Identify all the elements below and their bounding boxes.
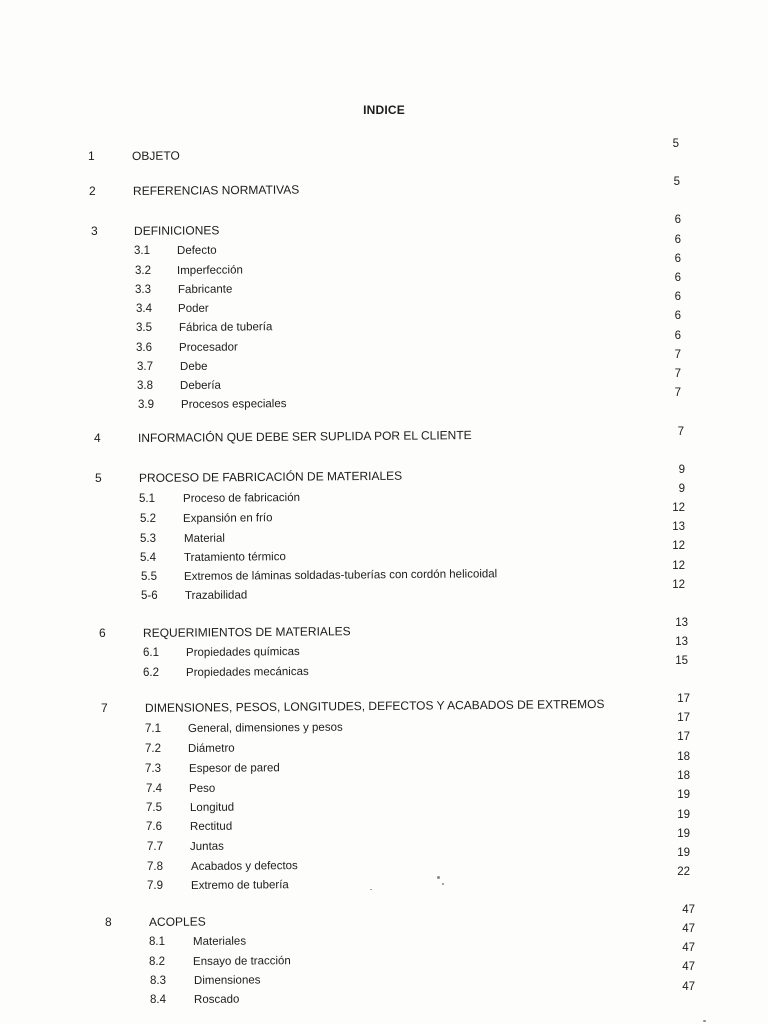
subsection-number: 3.8 <box>137 380 153 392</box>
subsection-title: Fabricante <box>177 283 233 296</box>
page-number: 6 <box>674 330 681 342</box>
subsection-number: 3.1 <box>134 245 150 257</box>
page-number: 12 <box>672 560 685 572</box>
page-number: 47 <box>682 942 695 954</box>
scan-speck <box>442 883 444 885</box>
page-number: 9 <box>678 464 685 476</box>
subsection-number: 5.1 <box>139 493 155 505</box>
subsection-title: Material <box>183 532 225 545</box>
page-number: 5 <box>672 138 679 150</box>
subsection-number: 5-6 <box>141 590 158 602</box>
section-title: DIMENSIONES, PESOS, LONGITUDES, DEFECTOS Y ACABADOS DE EXTREMOS <box>144 696 605 715</box>
section-number: 2 <box>89 184 96 198</box>
section-title: ACOPLES <box>148 914 206 929</box>
subsection-number: 5.2 <box>140 513 156 525</box>
section-number: 5 <box>95 471 102 485</box>
subsection-title: Debería <box>179 379 221 392</box>
section-title: INFORMACIÓN QUE DEBE SER SUPLIDA POR EL CLIENTE <box>137 428 472 445</box>
page-number: 6 <box>674 291 681 303</box>
section-title: DEFINICIONES <box>133 223 220 238</box>
page-number: 22 <box>677 866 690 878</box>
subsection-number: 6.2 <box>143 667 159 679</box>
section-number: 7 <box>101 701 108 715</box>
page-number: 6 <box>674 234 681 246</box>
subsection-number: 8.3 <box>150 975 166 987</box>
subsection-number: 7.3 <box>145 763 161 775</box>
subsection-title: Espesor de pared <box>188 762 280 775</box>
subsection-title: Poder <box>177 302 209 315</box>
subsection-title: Imperfección <box>176 264 243 277</box>
subsection-title: Extremos de láminas soldadas-tuberías con cordón helicoidal <box>183 568 498 583</box>
scan-speck <box>703 1020 706 1022</box>
subsection-number: 3.2 <box>135 265 151 277</box>
page-number: 19 <box>677 789 690 801</box>
page-number: 17 <box>677 712 690 724</box>
scan-speck <box>370 889 372 890</box>
section-title: PROCESO DE FABRICACIÓN DE MATERIALES <box>138 468 403 485</box>
subsection-title: Procesador <box>178 341 238 354</box>
subsection-number: 7.4 <box>146 783 162 795</box>
subsection-title: Materiales <box>192 935 247 948</box>
page-number: 18 <box>677 751 690 763</box>
page-number: 13 <box>675 636 688 648</box>
subsection-title: Defecto <box>176 244 217 257</box>
page-number: 12 <box>672 540 685 552</box>
page-number: 6 <box>674 253 681 265</box>
page-number: 47 <box>682 923 695 935</box>
subsection-title: Propiedades mecánicas <box>185 665 309 679</box>
page-number: 19 <box>677 809 690 821</box>
subsection-number: 7.1 <box>145 723 161 735</box>
subsection-title: Expansión en frío <box>182 512 273 525</box>
subsection-number: 3.4 <box>136 303 152 315</box>
subsection-number: 7.8 <box>147 861 163 873</box>
subsection-title: Peso <box>188 782 216 795</box>
subsection-title: Extremo de tubería <box>190 879 289 892</box>
subsection-title: Procesos especiales <box>180 398 287 411</box>
page-number: 19 <box>677 847 690 859</box>
page-number: 47 <box>682 904 695 916</box>
page-number: 5 <box>673 176 680 188</box>
page-number: 19 <box>677 828 690 840</box>
subsection-number: 3.7 <box>137 361 153 373</box>
subsection-number: 3.6 <box>136 342 152 354</box>
page-number: 12 <box>672 502 685 514</box>
subsection-title: Longitud <box>189 801 235 814</box>
section-number: 1 <box>88 149 95 163</box>
subsection-title: Fábrica de tubería <box>178 321 273 334</box>
subsection-title: Trazabilidad <box>184 589 248 602</box>
section-title: REQUERIMIENTOS DE MATERIALES <box>142 624 351 640</box>
subsection-number: 3.5 <box>136 322 152 334</box>
subsection-title: Juntas <box>189 840 224 853</box>
page-number: 7 <box>677 426 684 438</box>
page-number: 17 <box>677 731 690 743</box>
subsection-number: 7.2 <box>145 743 161 755</box>
subsection-title: General, dimensiones y pesos <box>187 721 343 735</box>
subsection-number: 8.4 <box>150 994 166 1006</box>
subsection-number: 3.9 <box>138 399 154 411</box>
page-title: INDICE <box>363 103 405 117</box>
page-number: 47 <box>682 981 695 993</box>
page-number: 7 <box>674 368 681 380</box>
page-number: 7 <box>674 349 681 361</box>
subsection-number: 7.6 <box>146 821 162 833</box>
section-title: OBJETO <box>131 148 180 163</box>
subsection-title: Tratamiento térmico <box>183 551 286 564</box>
subsection-title: Proceso de fabricación <box>182 491 301 505</box>
section-number: 4 <box>94 431 101 445</box>
subsection-title: Debe <box>179 360 208 373</box>
subsection-number: 8.2 <box>149 956 165 968</box>
section-title: REFERENCIAS NORMATIVAS <box>132 182 300 198</box>
subsection-number: 3.3 <box>135 284 151 296</box>
scan-speck <box>437 876 440 879</box>
page-number: 17 <box>677 693 690 705</box>
subsection-number: 5.3 <box>140 533 156 545</box>
page-number: 6 <box>674 214 681 226</box>
page-number: 9 <box>678 483 685 495</box>
section-number: 3 <box>91 224 98 238</box>
page-number: 6 <box>674 272 681 284</box>
subsection-number: 7.7 <box>147 841 163 853</box>
subsection-number: 6.1 <box>143 647 159 659</box>
subsection-title: Propiedades químicas <box>185 646 300 659</box>
subsection-title: Acabados y defectos <box>190 860 298 873</box>
subsection-title: Diámetro <box>187 742 235 755</box>
subsection-number: 5.4 <box>140 552 156 564</box>
subsection-title: Rectitud <box>189 820 233 833</box>
subsection-number: 5.5 <box>141 571 157 583</box>
page-number: 13 <box>672 521 685 533</box>
subsection-title: Dimensiones <box>193 974 261 987</box>
page-number: 13 <box>675 617 688 629</box>
subsection-number: 7.9 <box>147 880 163 892</box>
subsection-title: Roscado <box>193 993 240 1006</box>
page-number: 15 <box>675 655 688 667</box>
section-number: 8 <box>105 915 112 929</box>
page-number: 12 <box>672 579 685 591</box>
page-number: 7 <box>674 387 681 399</box>
subsection-number: 7.5 <box>146 802 162 814</box>
subsection-number: 8.1 <box>149 936 165 948</box>
subsection-title: Ensayo de tracción <box>192 955 291 968</box>
page-number: 47 <box>682 961 695 973</box>
section-number: 6 <box>99 626 106 640</box>
page-number: 18 <box>677 770 690 782</box>
page-number: 6 <box>674 310 681 322</box>
